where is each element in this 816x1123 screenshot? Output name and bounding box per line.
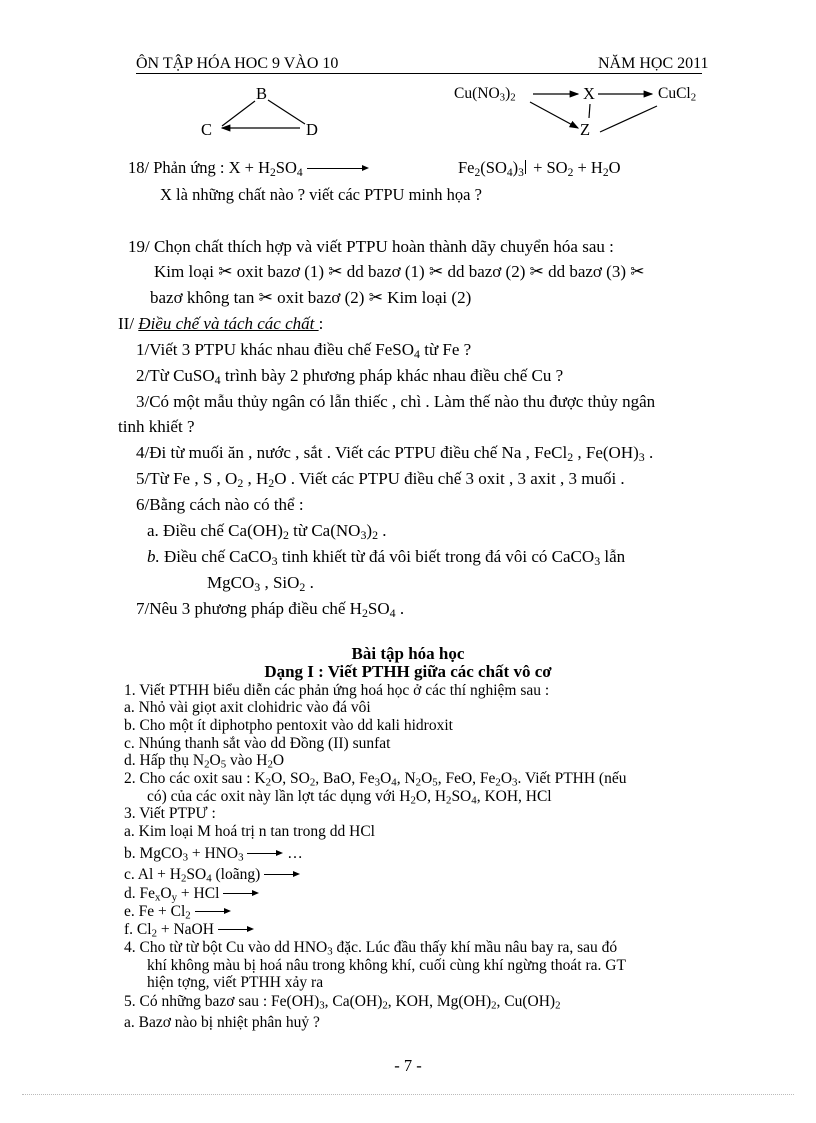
header-left: ÔN TẬP HÓA HOC 9 VÀO 10: [136, 55, 339, 72]
s2-item-7: 7/Nêu 3 phương pháp điều chế $H_2SO_4$ .: [136, 599, 405, 620]
s2-item-6b-line2: MgCO$_3$ , SiO$_2$ .: [207, 573, 314, 594]
d1-item-1a: a. Nhỏ vài giọt axit clohidric vào đá vôi: [124, 699, 371, 716]
header-right: NĂM HỌC 2011: [598, 55, 709, 72]
d1-item-3: 3. Viết PTPƯ :: [124, 805, 216, 822]
d1-item-1: 1. Viết PTHH biểu diễn các phản ứng hoá học ở các thí nghiệm sau :: [124, 682, 550, 699]
diagram-node-x: X: [583, 84, 595, 103]
diagram-node-d: D: [306, 120, 318, 139]
s2-item-1: 1/Viết 3 PTPU khác nhau điều chế FeSO$_4$ từ Fe ?: [136, 340, 472, 361]
d1-item-3c: c. $Al + H_2SO_4$ (loãng): [124, 867, 300, 883]
s2-item-2: 2/Từ CuSO$_4$ trình bày 2 phương pháp khác nhau điều chế Cu ?: [136, 366, 564, 387]
s2-item-6: 6/Bằng cách nào có thể :: [136, 495, 304, 514]
d1-item-3b: b. MgCO$_3$ + $HNO_3$ …: [124, 845, 303, 864]
arrow-icon: [264, 871, 300, 879]
s2-item-4: 4/Đi từ muối ăn , nước , sắt . Viết các PTPU điều chế Na , FeCl$_2$ , $Fe(OH)_3$ .: [136, 443, 654, 464]
d1-item-4-line2: khí không màu bị hoá nâu trong không khí, cuối cùng khí ngừng thoát ra. GT: [147, 957, 626, 974]
q18-arrow-icon: [307, 165, 369, 173]
d1-item-3d: d. $Fe_xO_y$ + HCl: [124, 886, 259, 902]
q18-question: X là những chất nào ? viết các PTPU minh họa ?: [160, 185, 482, 204]
q18-products: $Fe_2(SO_4)_3 + SO_2 + H_2O$: [458, 158, 621, 179]
d1-item-4: 4. Cho từ từ bột Cu vào dd $HNO_3$ đặc. Lúc đầu thấy khí mầu nâu bay ra, sau đó: [124, 939, 618, 958]
d1-item-3f: f. $Cl_2$ + NaOH: [124, 922, 254, 938]
diagram-left-compound: $Cu(NO_3)_2$: [454, 85, 516, 104]
s2-item-6a: a. Điều chế $Ca(OH)_2$ từ $Ca(NO_3)_2$ .: [147, 521, 387, 542]
d1-item-5a: a. Bazơ nào bị nhiệt phân huỷ ?: [124, 1014, 320, 1031]
s2-item-3-line2: tinh khiết ?: [118, 417, 195, 436]
d1-item-3a: a. Kim loại M hoá trị n tan trong dd HCl: [124, 823, 375, 840]
q19-line2: Kim loại ✂ oxit bazơ (1) ✂ dd bazơ (1) ✂ dd bazơ (2) ✂ dd bazơ (3) ✂: [154, 262, 645, 281]
bai-tap-title: Bài tập hóa học: [351, 644, 465, 663]
d1-item-1d: d. Hấp thụ $N_2O_5$ vào $H_2O$: [124, 752, 285, 771]
q19-line3: bazơ không tan ✂ oxit bazơ (2) ✂ Kim loại (2): [150, 288, 472, 307]
d1-item-2-line2: có) của các oxit này lần lợt tác dụng với $H_2O$, $H_2SO_4$, KOH, HCl: [147, 788, 552, 807]
s2-item-5: 5/Từ Fe , S , $O_2$ , $H_2O$ . Viết các PTPU điều chế 3 oxit , 3 axit , 3 muối .: [136, 469, 625, 490]
d1-item-5: 5. Có những bazơ sau : $Fe(OH)_3$, $Ca(OH)_2$, KOH, $Mg(OH)_2$, $Cu(OH)_2$: [124, 993, 561, 1012]
s2-item-3-line1: 3/Có một mẫu thủy ngân có lẫn thiếc , chì . Làm thế nào thu được thủy ngân: [136, 392, 656, 411]
page-number: - 7 -: [394, 1056, 422, 1075]
diagram-node-z: Z: [580, 120, 591, 139]
d1-item-2: 2. Cho các oxit sau : $K_2O$, $SO_2$, BaO, $Fe_3O_4$, $N_2O_5$, FeO, $Fe_2O_3$. Viết PTHH (nếu: [124, 770, 627, 789]
arrow-icon: [218, 926, 254, 934]
q19-line1: 19/ Chọn chất thích hợp và viết PTPU hoàn thành dãy chuyển hóa sau :: [128, 237, 614, 256]
q18-reactants: 18/ Phản ứng : $X + H_2SO_4$: [128, 160, 369, 177]
up-arrow-icon: [525, 160, 528, 174]
diagram-right-compound: CuCl$_2$: [658, 85, 697, 104]
diagram-node-b: B: [256, 84, 268, 103]
s2-item-6b: b. Điều chế CaCO$_3$ tinh khiết từ đá vôi biết trong đá vôi có CaCO$_3$ lẫn: [147, 547, 626, 568]
arrow-icon: [247, 850, 283, 858]
d1-item-4-line3: hiện tợng, viết PTHH xảy ra: [147, 974, 324, 991]
d1-item-1c: c. Nhúng thanh sắt vào dd Đồng (II) sunfat: [124, 735, 391, 752]
bai-tap-subtitle: Dạng I : Viết PTHH giữa các chất vô cơ: [264, 662, 552, 681]
arrow-icon: [223, 890, 259, 898]
d1-item-3e: e. $Fe + Cl_2$: [124, 904, 231, 920]
diagram-node-c: C: [201, 120, 213, 139]
page-bottom-divider: [22, 1094, 794, 1095]
arrow-icon: [195, 908, 231, 916]
d1-item-1b: b. Cho một ít diphotpho pentoxit vào dd kali hidroxit: [124, 717, 453, 734]
section2-title: II/ Điều chế và tách các chất :: [118, 314, 324, 333]
